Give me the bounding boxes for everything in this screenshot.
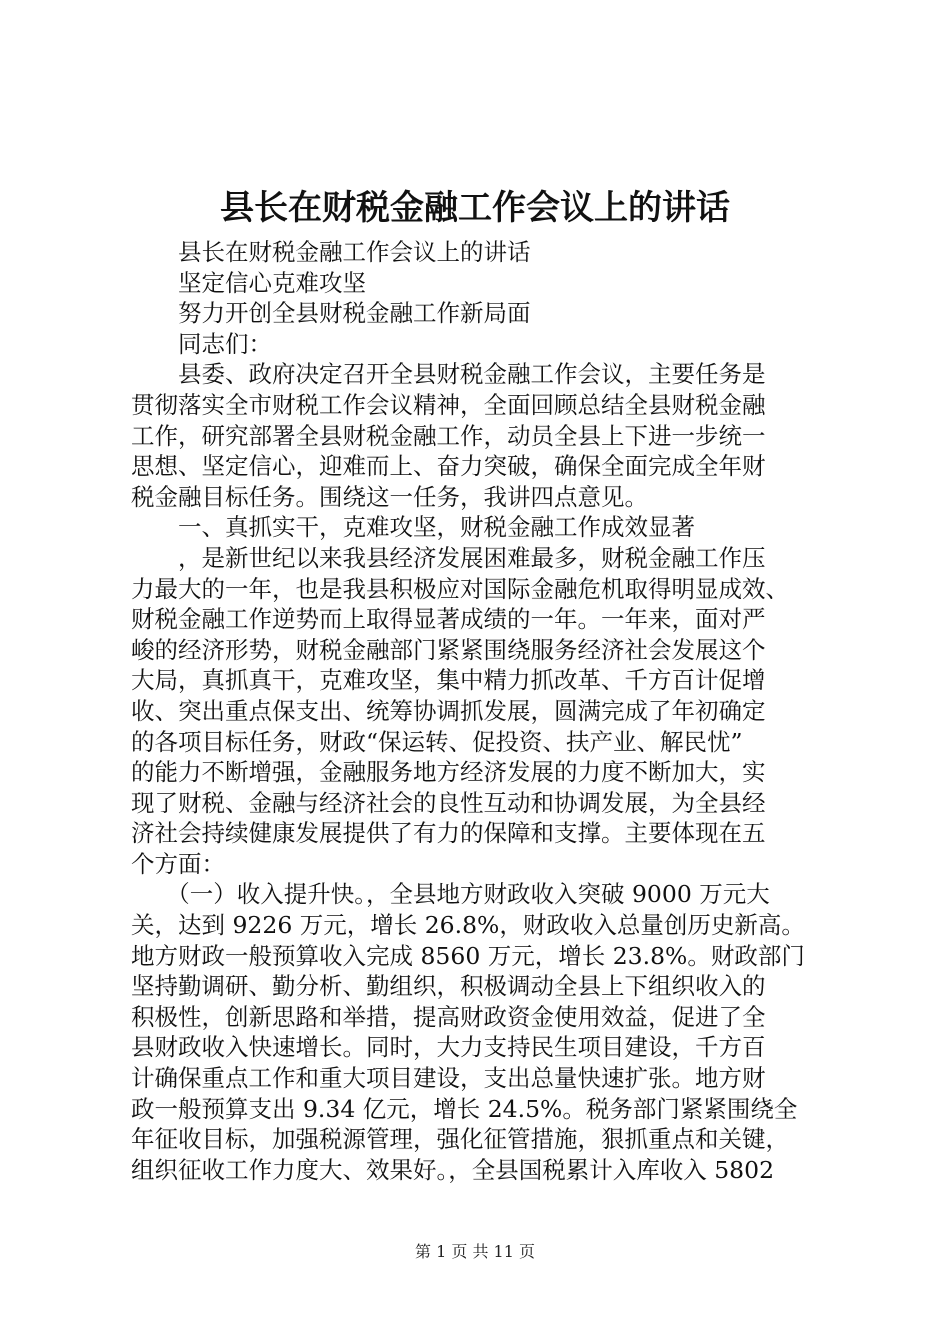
body-line: 济社会持续健康发展提供了有力的保障和支撑。主要体现在五 xyxy=(131,819,766,848)
body-line: 收、突出重点保支出、统筹协调抓发展，圆满完成了年初确定 xyxy=(131,696,766,725)
body-line: 税金融目标任务。围绕这一任务，我讲四点意见。 xyxy=(131,482,648,511)
body-line: 努力开创全县财税金融工作新局面 xyxy=(131,299,531,328)
body-line: 贯彻落实全市财税工作会议精神，全面回顾总结全县财税金融 xyxy=(131,390,766,419)
body-line: 计确保重点工作和重大项目建设，支出总量快速扩张。地方财 xyxy=(131,1064,766,1093)
page-number: 第 1 页 共 11 页 xyxy=(415,1242,535,1261)
body-line: ，是新世纪以来我县经济发展困难最多，财税金融工作压 xyxy=(131,543,766,572)
body-line: 组织征收工作力度大、效果好。，全县国税累计入库收入 5802 xyxy=(131,1155,775,1184)
body-line: 地方财政一般预算收入完成 8560 万元，增长 23.8%。财政部门 xyxy=(131,941,805,970)
body-line: 积极性，创新思路和举措，提高财政资金使用效益，促进了全 xyxy=(131,1002,766,1031)
body-line: 大局，真抓真干，克难攻坚，集中精力抓改革、千方百计促增 xyxy=(131,666,766,695)
document-title: 县长在财税金融工作会议上的讲话 xyxy=(220,188,730,228)
body-line: 县长在财税金融工作会议上的讲话 xyxy=(131,238,531,266)
body-line: 县财政收入快速增长。同时，大力支持民生项目建设，千方百 xyxy=(131,1033,766,1062)
body-line: 财税金融工作逆势而上取得显著成绩的一年。一年来，面对严 xyxy=(131,605,766,634)
body-line: 思想、坚定信心，迎难而上、奋力突破，确保全面完成全年财 xyxy=(131,452,766,481)
body-line: 年征收目标，加强税源管理，强化征管措施，狠抓重点和关键， xyxy=(131,1125,789,1154)
body-line: 峻的经济形势，财税金融部门紧紧围绕服务经济社会发展这个 xyxy=(131,635,766,664)
body-line: 关，达到 9226 万元，增长 26.8%，财政收入总量创历史新高。 xyxy=(131,911,805,940)
body-line: 政一般预算支出 9.34 亿元，增长 24.5%。税务部门紧紧围绕全 xyxy=(131,1094,798,1123)
body-line: 坚持勤调研、勤分析、勤组织，积极调动全县上下组织收入的 xyxy=(131,972,766,1001)
body-line: 县委、政府决定召开全县财税金融工作会议，主要任务是 xyxy=(131,360,766,389)
body-line: 的能力不断增强，金融服务地方经济发展的力度不断加大，实 xyxy=(131,758,766,787)
body-line: 个方面： xyxy=(131,849,225,878)
body-line: 力最大的一年，也是我县积极应对国际金融危机取得明显成效、 xyxy=(131,574,789,603)
body-line: 工作，研究部署全县财税金融工作，动员全县上下进一步统一 xyxy=(131,421,766,450)
body-line: 现了财税、金融与经济社会的良性互动和协调发展，为全县经 xyxy=(131,788,766,817)
document-body xyxy=(131,237,831,1185)
body-line: 一、真抓实干，克难攻坚，财税金融工作成效显著 xyxy=(131,513,695,542)
body-line: （一）收入提升快。，全县地方财政收入突破 9000 万元大 xyxy=(131,880,770,909)
body-line: 同志们： xyxy=(131,329,272,358)
body-line: 的各项目标任务，财政“保运转、促投资、扶产业、解民忧” xyxy=(131,727,743,756)
body-line: 坚定信心克难攻坚 xyxy=(131,268,366,297)
